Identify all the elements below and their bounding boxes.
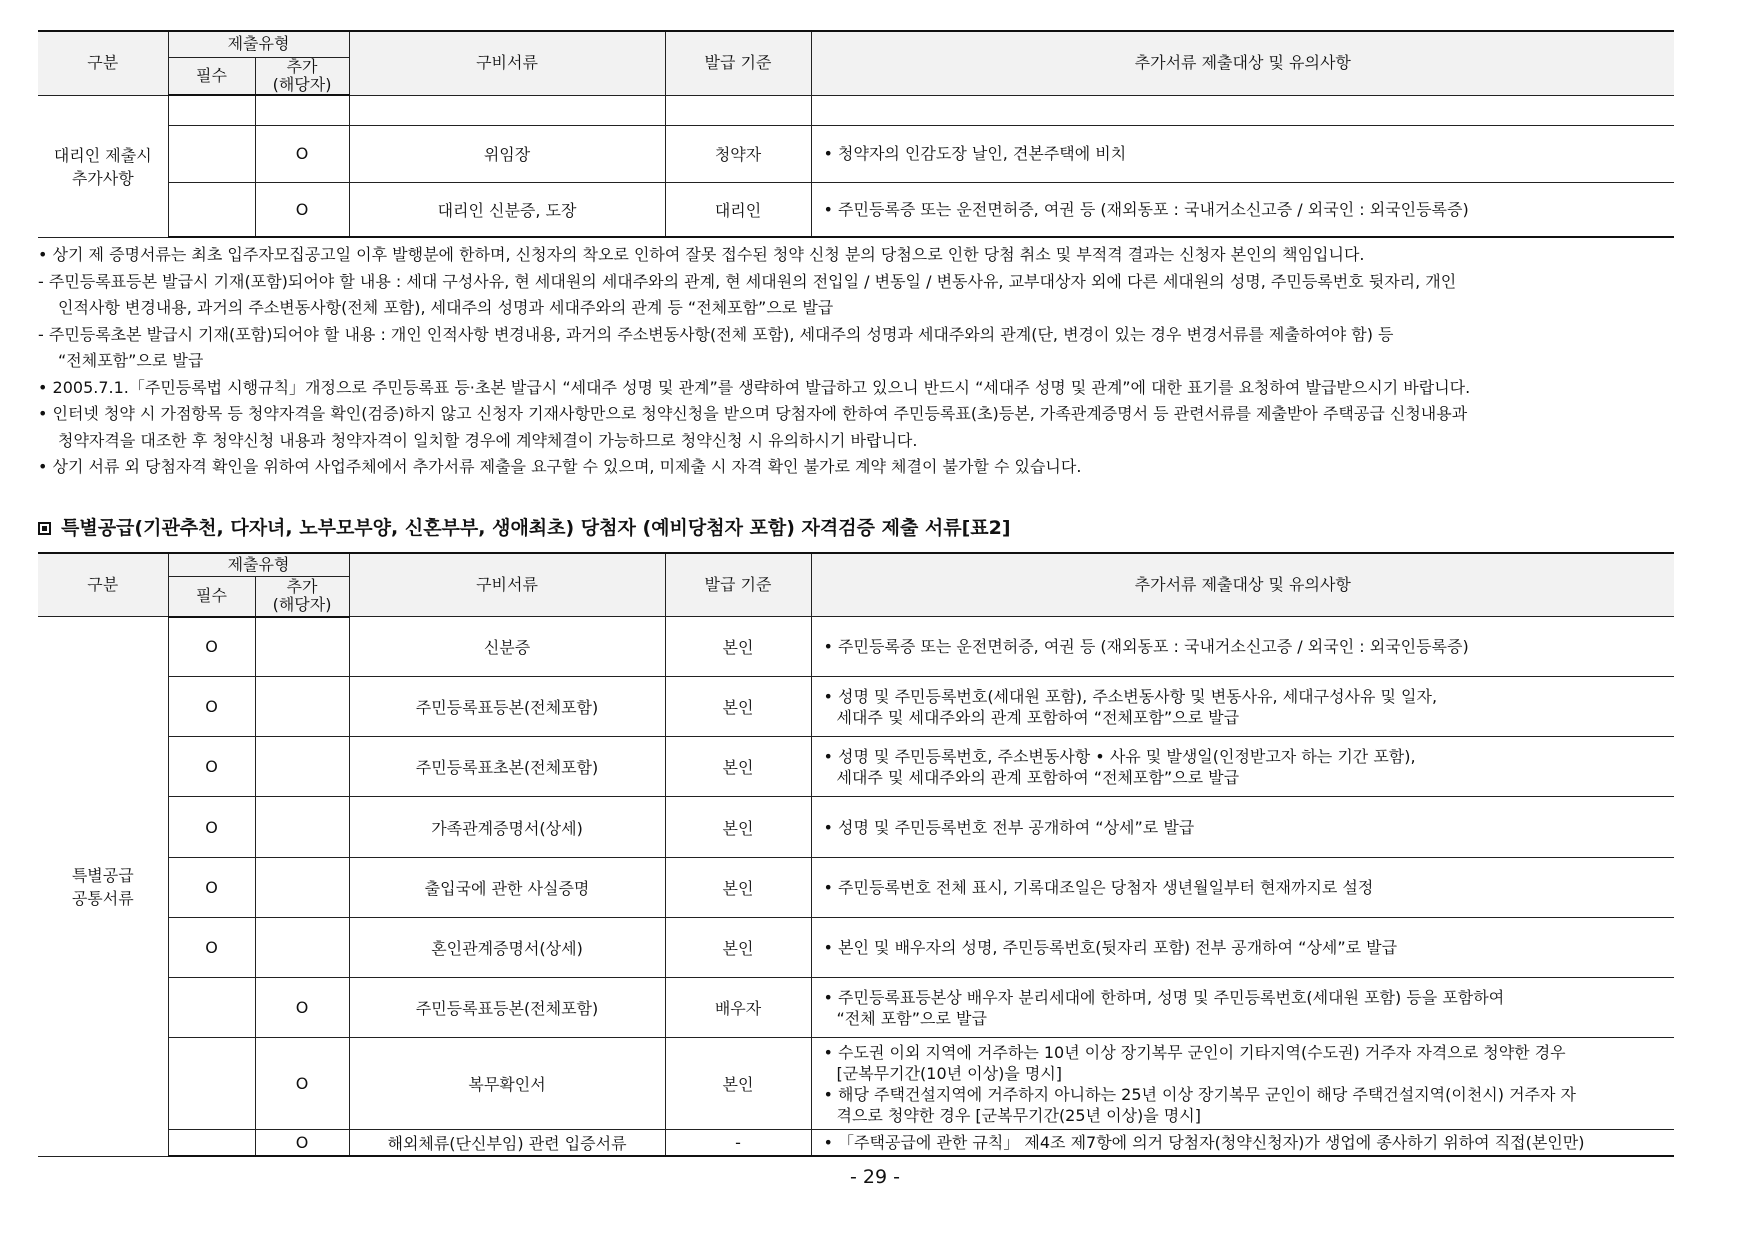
additional-cell: O — [255, 182, 349, 237]
notes-cell — [811, 125, 1674, 182]
document-cell: 신분증 — [349, 617, 665, 677]
notes-cell — [811, 797, 1674, 858]
header-submit-type: 제출유형 — [168, 553, 349, 577]
notes-cell — [811, 918, 1674, 978]
table-row — [38, 677, 1674, 737]
table-row — [38, 737, 1674, 797]
notes-cell — [811, 1130, 1674, 1157]
note-line: • 주민등록표등본상 배우자 분리세대에 한하며, 성명 및 주민등록번호(세대원 포함) 등을 포함하여 — [823, 987, 1505, 1007]
required-cell — [168, 1130, 255, 1157]
note-line: • 주민등록증 또는 운전면허증, 여권 등 (재외동포 : 국내거소신고증 / 외국인 : 외국인등록증) — [823, 199, 1469, 219]
basis-cell: 본인 — [665, 1038, 811, 1130]
basis-cell: 본인 — [665, 858, 811, 918]
header-submit-type: 제출유형 — [168, 31, 349, 57]
header-additional-line2: (해당자) — [272, 595, 332, 615]
notice-item: • 2005.7.1.「주민등록법 시행규칙」개정으로 주민등록표 등·초본 발급시 “세대주 성명 및 관계”를 생략하여 발급하고 있으니 반드시 “세대주 성명 및 관계”에 대한 표기를 요청하여 발급받으시기 바랍니다. — [38, 377, 1471, 397]
notice-list — [38, 242, 1674, 481]
page-number: - 29 - — [850, 1166, 900, 1188]
required-cell — [168, 95, 255, 125]
additional-cell: O — [255, 125, 349, 182]
category-line: 추가사항 — [71, 169, 134, 188]
additional-cell: O — [255, 1038, 349, 1130]
note-line: • 본인 및 배우자의 성명, 주민등록번호(뒷자리 포함) 전부 공개하여 “상세”로 발급 — [823, 938, 1398, 957]
header-required: 필수 — [168, 577, 255, 617]
notice-item: 인적사항 변경내용, 과거의 주소변동사항(전체 포함), 세대주의 성명과 세대주와의 관계 등 “전체포함”으로 발급 — [58, 298, 834, 317]
note-line: • 성명 및 주민등록번호(세대원 포함), 주소변동사항 및 변동사유, 세대구성사유 및 일자, — [823, 686, 1438, 706]
category-line: 공통서류 — [71, 889, 134, 909]
basis-cell: 본인 — [665, 677, 811, 737]
table-row — [38, 125, 1674, 182]
note-line: • 청약자의 인감도장 날인, 견본주택에 비치 — [823, 144, 1127, 163]
basis-cell: 본인 — [665, 737, 811, 797]
table-row — [38, 617, 1674, 677]
notice-item: “전체포함”으로 발급 — [58, 351, 204, 370]
required-cell: O — [168, 617, 255, 677]
header-additional-line1: 추가 — [286, 577, 318, 597]
notice-item: • 인터넷 청약 시 가점항목 등 청약자격을 확인(검증)하지 않고 신청자 기재사항만으로 청약신청을 받으며 당첨자에 한하여 주민등록표(초)등본, 가족관계증명서 등 관련서류를 제출받아 주택공급 신청내용과 — [38, 404, 1468, 423]
section-title — [38, 513, 1674, 540]
additional-cell — [255, 677, 349, 737]
notice-item: - 주민등록표등본 발급시 기재(포함)되어야 할 내용 : 세대 구성사유, 현 세대원의 세대주와의 관계, 현 세대원의 전입일 / 변동일 / 변동사유, 교부대상자 외에 다른 세대원의 성명, 주민등록번호 뒷자리, 개인 — [38, 271, 1457, 291]
document-cell: 대리인 신분증, 도장 — [349, 182, 665, 237]
basis-cell: - — [665, 1130, 811, 1157]
notes-cell — [811, 95, 1674, 125]
note-line: • 주민등록증 또는 운전면허증, 여권 등 (재외동포 : 국내거소신고증 / 외국인 : 외국인등록증) — [823, 637, 1469, 656]
document-cell: 복무확인서 — [349, 1038, 665, 1130]
note-line: • 해당 주택건설지역에 거주하지 아니하는 25년 이상 장기복무 군인이 해당 주택건설지역(이천시) 거주자 자 — [823, 1084, 1576, 1104]
document-page — [38, 30, 1674, 1157]
notes-cell — [811, 182, 1674, 237]
category-line: 대리인 제출시 — [53, 146, 152, 165]
note-line: • 「주택공급에 관한 규칙」 제4조 제7항에 의거 당첨자(청약신청자)가 생업에 종사하기 위하여 직접(본인만) — [823, 1133, 1585, 1152]
header-notes: 추가서류 제출대상 및 유의사항 — [811, 31, 1674, 95]
table-row — [38, 1130, 1674, 1157]
header-documents: 구비서류 — [349, 31, 665, 95]
table-row — [38, 858, 1674, 918]
additional-cell — [255, 918, 349, 978]
basis-cell: 본인 — [665, 797, 811, 858]
basis-cell: 청약자 — [665, 125, 811, 182]
required-cell: O — [168, 858, 255, 918]
note-line: • 성명 및 주민등록번호 전부 공개하여 “상세”로 발급 — [823, 817, 1195, 837]
header-additional — [255, 57, 349, 95]
header-issue-basis: 발급 기준 — [665, 31, 811, 95]
basis-cell: 대리인 — [665, 182, 811, 237]
notes-cell — [811, 858, 1674, 918]
notice-item: 청약자격을 대조한 후 청약신청 내용과 청약자격이 일치할 경우에 계약체결이 가능하므로 청약신청 시 유의하시기 바랍니다. — [58, 430, 918, 450]
notice-item: • 상기 제 증명서류는 최초 입주자모집공고일 이후 발행분에 한하며, 신청자의 착오로 인하여 잘못 접수된 청약 신청 분의 당첨으로 인한 당첨 취소 및 부적격 결과는 신청자 본인의 책임입니다. — [38, 245, 1365, 264]
notes-cell — [811, 617, 1674, 677]
category-cell — [38, 617, 168, 1157]
required-cell — [168, 1038, 255, 1130]
notice-item: • 상기 서류 외 당첨자격 확인을 위하여 사업주체에서 추가서류 제출을 요구할 수 있으며, 미제출 시 자격 확인 불가로 계약 체결이 불가할 수 있습니다. — [38, 457, 1082, 476]
document-cell: 혼인관계증명서(상세) — [349, 918, 665, 978]
additional-cell — [255, 95, 349, 125]
required-cell: O — [168, 737, 255, 797]
section-title-text: 특별공급(기관추천, 다자녀, 노부모부양, 신혼부부, 생애최초) 당첨자 (예비당첨자 포함) 자격검증 제출 서류[표2] — [61, 516, 1011, 539]
required-cell: O — [168, 918, 255, 978]
header-issue-basis: 발급 기준 — [665, 553, 811, 617]
header-additional — [255, 577, 349, 617]
basis-cell: 본인 — [665, 617, 811, 677]
document-cell: 출입국에 관한 사실증명 — [349, 858, 665, 918]
header-notes: 추가서류 제출대상 및 유의사항 — [811, 553, 1674, 617]
required-cell — [168, 182, 255, 237]
table-row — [38, 797, 1674, 858]
note-line: “전체 포함”으로 발급 — [836, 1008, 987, 1028]
note-line: [군복무기간(10년 이상)을 명시] — [836, 1063, 1063, 1083]
document-cell — [349, 95, 665, 125]
document-cell: 위임장 — [349, 125, 665, 182]
additional-cell — [255, 797, 349, 858]
basis-cell: 배우자 — [665, 978, 811, 1038]
header-additional-line2: (해당자) — [272, 74, 332, 94]
proxy-documents-table — [38, 30, 1674, 238]
basis-cell: 본인 — [665, 918, 811, 978]
additional-cell: O — [255, 978, 349, 1038]
basis-cell — [665, 95, 811, 125]
document-cell: 주민등록표등본(전체포함) — [349, 677, 665, 737]
notice-item: - 주민등록초본 발급시 기재(포함)되어야 할 내용 : 개인 인적사항 변경내용, 과거의 주소변동사항(전체 포함), 세대주의 성명과 세대주와의 관계(단, 변경이 있는 경우 변경서류를 제출하여야 함) 등 — [38, 324, 1394, 344]
required-cell: O — [168, 797, 255, 858]
notes-cell — [811, 737, 1674, 797]
square-bullet-icon — [38, 522, 51, 535]
additional-cell — [255, 858, 349, 918]
document-cell: 해외체류(단신부임) 관련 입증서류 — [349, 1130, 665, 1157]
header-additional-line1: 추가 — [286, 56, 318, 76]
note-line: • 수도권 이외 지역에 거주하는 10년 이상 장기복무 군인이 기타지역(수도권) 거주자 자격으로 청약한 경우 — [823, 1042, 1566, 1062]
note-line: • 성명 및 주민등록번호, 주소변동사항 • 사유 및 발생일(인정받고자 하는 기간 포함), — [823, 746, 1416, 766]
header-gubun: 구분 — [38, 553, 168, 617]
header-required: 필수 — [168, 57, 255, 95]
table-row — [38, 95, 1674, 125]
document-cell: 주민등록표등본(전체포함) — [349, 978, 665, 1038]
document-cell: 주민등록표초본(전체포함) — [349, 737, 665, 797]
note-line: 격으로 청약한 경우 [군복무기간(25년 이상)을 명시] — [836, 1105, 1201, 1125]
required-cell: O — [168, 677, 255, 737]
notes-cell — [811, 677, 1674, 737]
header-documents: 구비서류 — [349, 553, 665, 617]
table-row — [38, 978, 1674, 1038]
document-cell: 가족관계증명서(상세) — [349, 797, 665, 858]
special-supply-documents-table — [38, 552, 1674, 1158]
note-line: 세대주 및 세대주와의 관계 포함하여 “전체포함”으로 발급 — [836, 767, 1240, 787]
table-row — [38, 1038, 1674, 1130]
table-row — [38, 182, 1674, 237]
header-gubun: 구분 — [38, 31, 168, 95]
additional-cell — [255, 617, 349, 677]
table-row — [38, 918, 1674, 978]
required-cell — [168, 125, 255, 182]
notes-cell — [811, 978, 1674, 1038]
note-line: • 주민등록번호 전체 표시, 기록대조일은 당첨자 생년월일부터 현재까지로 설정 — [823, 878, 1374, 897]
note-line: 세대주 및 세대주와의 관계 포함하여 “전체포함”으로 발급 — [836, 707, 1240, 727]
category-cell — [38, 95, 168, 237]
required-cell — [168, 978, 255, 1038]
notes-cell — [811, 1038, 1674, 1130]
additional-cell: O — [255, 1130, 349, 1157]
category-line: 특별공급 — [71, 866, 134, 886]
additional-cell — [255, 737, 349, 797]
